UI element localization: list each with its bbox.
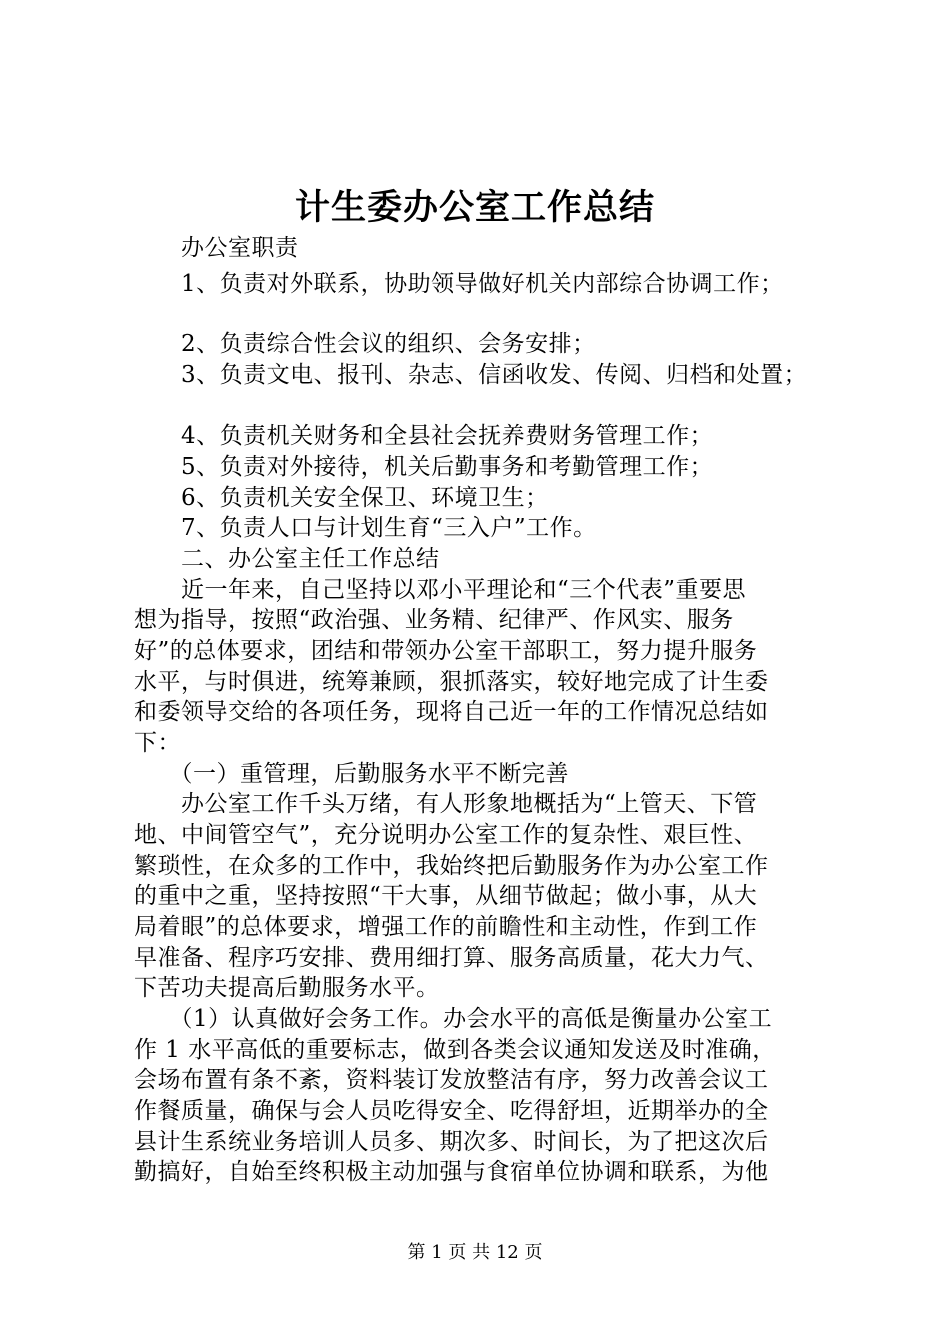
document-title: 计生委办公室工作总结	[294, 187, 655, 228]
text-line: 会场布置有条不紊，资料装订发放整洁有序，努力改善会议工	[134, 1067, 769, 1093]
text-line: 繁琐性，在众多的工作中，我始终把后勤服务作为办公室工作	[134, 853, 769, 879]
text-line: 6、负责机关安全保卫、环境卫生；	[134, 485, 549, 511]
text-line: 勤搞好，自始至终积极主动加强与食宿单位协调和联系，为他	[134, 1159, 769, 1185]
text-line: 近一年来，自己坚持以邓小平理论和“三个代表”重要思	[134, 577, 747, 603]
text-line: 想为指导，按照“政治强、业务精、纪律严、作风实、服务	[134, 607, 734, 633]
page-number: 第 1 页 共 12 页	[407, 1242, 543, 1263]
text-line: 7、负责人口与计划生育“三入户”工作。	[134, 515, 597, 541]
text-line: 好”的总体要求，团结和带领办公室干部职工，努力提升服务	[134, 638, 758, 664]
text-line: 和委领导交给的各项任务，现将自己近一年的工作情况总结如	[134, 699, 769, 725]
text-line: 下：	[134, 730, 181, 756]
text-line: 作餐质量，确保与会人员吃得安全、吃得舒坦，近期举办的全	[134, 1098, 769, 1124]
section-heading: 二、办公室主任工作总结	[134, 546, 440, 572]
text-line: 2、负责综合性会议的组织、会务安排；	[134, 331, 596, 357]
text-line: 5、负责对外接待，机关后勤事务和考勤管理工作；	[134, 454, 714, 480]
text-line: 办公室工作千头万绪，有人形象地概括为“上管天、下管	[134, 791, 758, 817]
text-line: 水平，与时俱进，统筹兼顾，狠抓落实，较好地完成了计生委	[134, 669, 769, 695]
section-heading: （一）重管理，后勤服务水平不断完善	[134, 761, 569, 787]
text-line: 作 1 水平高低的重要标志，做到各类会议通知发送及时准确，	[134, 1037, 776, 1063]
text-line: 4、负责机关财务和全县社会抚养费财务管理工作；	[134, 423, 714, 449]
text-line: 3、负责文电、报刊、杂志、信函收发、传阅、归档和处置；	[134, 362, 808, 388]
text-line: 早准备、程序巧安排、费用细打算、服务高质量，花大力气、	[134, 945, 769, 971]
text-line: （1）认真做好会务工作。办会水平的高低是衡量办公室工	[134, 1006, 773, 1032]
text-line: 1、负责对外联系，协助领导做好机关内部综合协调工作；	[134, 271, 784, 297]
text-line: 办公室职责	[134, 235, 299, 261]
text-line: 的重中之重，坚持按照“干大事，从细节做起；做小事，从大	[134, 883, 758, 909]
text-line: 地、中间管空气”，充分说明办公室工作的复杂性、艰巨性、	[134, 822, 758, 848]
text-line: 局着眼”的总体要求，增强工作的前瞻性和主动性，作到工作	[134, 914, 758, 940]
text-line: 县计生系统业务培训人员多、期次多、时间长，为了把这次后	[134, 1129, 769, 1155]
text-line: 下苦功夫提高后勤服务水平。	[134, 975, 440, 1001]
